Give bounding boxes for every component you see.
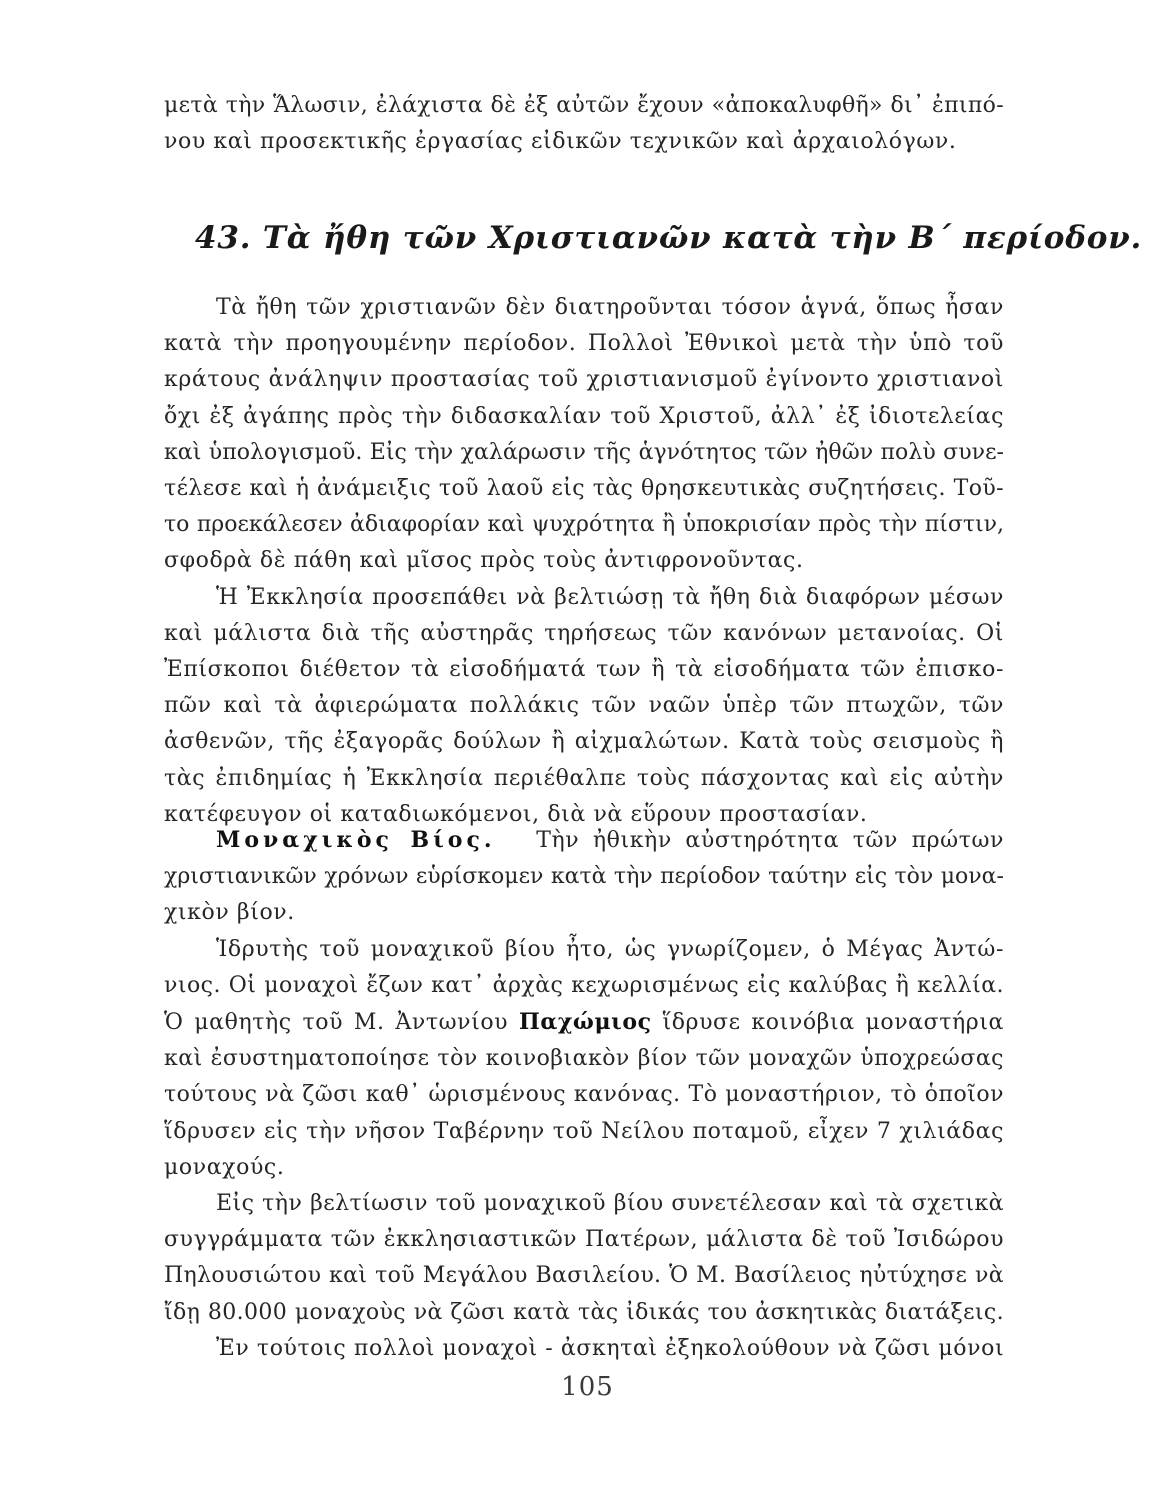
text-line: κατὰ τὴν προηγουμένην περίοδον. Πολλοὶ Ἐθνικοὶ μετὰ τὴν ὑπὸ τοῦ (164, 331, 1004, 357)
text-line: μοναχούς. (164, 1154, 285, 1180)
text-line: Ἐπίσκοποι διέθετον τὰ εἰσοδήματά των ἢ τὰ εἰσοδήματα τῶν ἐπισκο- (164, 657, 1004, 683)
text-line: καὶ ὑπολογισμοῦ. Εἰς τὴν χαλάρωσιν τῆς ἁγνότητος τῶν ἠθῶν πολὺ συνε- (164, 439, 1004, 465)
monastic-first-line (164, 822, 1004, 859)
text-line: τούτους νὰ ζῶσι καθ᾽ ὡρισμένους κανόνας. Τὸ μοναστήριον, τὸ ὁποῖον (164, 1082, 1004, 1108)
text-line: καὶ μάλιστα διὰ τῆς αὐστηρᾶς τηρήσεως τῶν κανόνων μετανοίας. Οἱ (164, 620, 1004, 646)
text-line: νιος. Οἱ μοναχοὶ ἔζων κατ᾽ ἀρχὰς κεχωρισμένως εἰς καλύβας ἢ κελλία. (164, 972, 1004, 998)
text-line: το προεκάλεσεν ἀδιαφορίαν καὶ ψυχρότητα ἢ ὑποκρισίαν πρὸς τὴν πίστιν, (164, 512, 1004, 538)
text-line: Πηλουσιώτου καὶ τοῦ Μεγάλου Βασιλείου. Ὁ Μ. Βασίλειος ηὐτύχησε νὰ (164, 1263, 1004, 1289)
text-line: ἀσθενῶν, τῆς ἐξαγορᾶς δούλων ἢ αἰχμαλώτων. Κατὰ τοὺς σεισμοὺς ἢ (164, 729, 1004, 755)
text-line: χριστιανικῶν χρόνων εὑρίσκομεν κατὰ τὴν περίοδον ταύτην εἰς τὸν μονα- (164, 864, 1004, 890)
paragraph-morals (164, 290, 1004, 833)
text-line: Τὰ ἤθη τῶν χριστιανῶν δὲν διατηροῦνται τόσον ἁγνά, ὅπως ἦσαν (216, 295, 1004, 320)
text-span: Τὴν ἠθικὴν αὐστηρότητα τῶν πρώτων (536, 828, 1004, 853)
text-line: ἵδρυσεν εἰς τὴν νῆσον Ταβέρνην τοῦ Νείλου ποταμοῦ, εἶχεν 7 χιλιάδας (164, 1118, 1004, 1144)
section-title: 43. Τὰ ἤθη τῶν Χριστιανῶν κατὰ τὴν Β΄ περίοδον. (195, 220, 1143, 256)
text-span: ἵδρυσε κοινόβια μοναστήρια (662, 1010, 1005, 1036)
paragraph-monastic (164, 822, 1004, 1367)
text-line: συγγράμματα τῶν ἐκκλησιαστικῶν Πατέρων, μάλιστα δὲ τοῦ Ἰσιδώρου (164, 1227, 1004, 1253)
text-line: καὶ ἐσυστηματοποίησε τὸν κοινοβιακὸν βίον τῶν μοναχῶν ὑποχρεώσας (164, 1046, 1004, 1072)
text-line: κατέφευγον οἱ καταδιωκόμενοι, διὰ νὰ εὕρουν προστασίαν. (164, 801, 868, 827)
text-line: Ἡ Ἐκκλησία προσεπάθει νὰ βελτιώσῃ τὰ ἤθη διὰ διαφόρων μέσων (216, 584, 1004, 610)
text-line: Ἱδρυτὴς τοῦ μοναχικοῦ βίου ἦτο, ὡς γνωρίζομεν, ὁ Μέγας Ἀντώ- (216, 936, 1004, 962)
page-number: 105 (561, 1372, 614, 1402)
text-line: Ἐν τούτοις πολλοὶ μοναχοὶ - ἀσκηταὶ ἐξηκολούθουν νὰ ζῶσι μόνοι (216, 1335, 1005, 1361)
pachomius-name: Παχώμιος (518, 1009, 652, 1036)
text-line: ὄχι ἐξ ἀγάπης πρὸς τὴν διδασκαλίαν τοῦ Χριστοῦ, ἀλλ᾽ ἐξ ἰδιοτελείας (164, 403, 1004, 429)
text-line: χικὸν βίον. (164, 900, 295, 926)
monastic-heading: Μοναχικὸς Βίος. (216, 827, 496, 853)
continuation-text (164, 88, 1004, 160)
text-line: σφοδρὰ δὲ πάθη καὶ μῖσος πρὸς τοὺς ἀντιφρονοῦντας. (164, 548, 804, 574)
text-line: κράτους ἀνάληψιν προστασίας τοῦ χριστιανισμοῦ ἐγίνοντο χριστιανοὶ (164, 367, 1004, 393)
text-line: πῶν καὶ τὰ ἀφιερώματα πολλάκις τῶν ναῶν ὑπὲρ τῶν πτωχῶν, τῶν (164, 693, 1004, 719)
text-line: ἴδῃ 80.000 μοναχοὺς νὰ ζῶσι κατὰ τὰς ἰδικάς του ἀσκητικὰς διατάξεις. (164, 1299, 1004, 1325)
text-span: Ὁ μαθητὴς τοῦ Μ. Ἀντωνίου (164, 1010, 509, 1036)
text-line: τὰς ἐπιδημίας ἡ Ἐκκλησία περιέθαλπε τοὺς πάσχοντας καὶ εἰς αὐτὴν (164, 765, 1004, 791)
text-line: τέλεσε καὶ ἡ ἀνάμειξις τοῦ λαοῦ εἰς τὰς θρησκευτικὰς συζητήσεις. Τοῦ- (164, 476, 1004, 502)
text-line: Εἰς τὴν βελτίωσιν τοῦ μοναχικοῦ βίου συνετέλεσαν καὶ τὰ σχετικὰ (216, 1191, 1004, 1217)
pachomius-line (164, 1004, 1004, 1041)
text-line: μετὰ τὴν Ἅλωσιν, ἐλάχιστα δὲ ἐξ αὐτῶν ἔχουν «ἀποκαλυφθῆ» δι᾽ ἐπιπό- (164, 93, 1004, 118)
text-line: νου καὶ προσεκτικῆς ἐργασίας εἰδικῶν τεχνικῶν καὶ ἀρχαιολόγων. (164, 129, 957, 154)
